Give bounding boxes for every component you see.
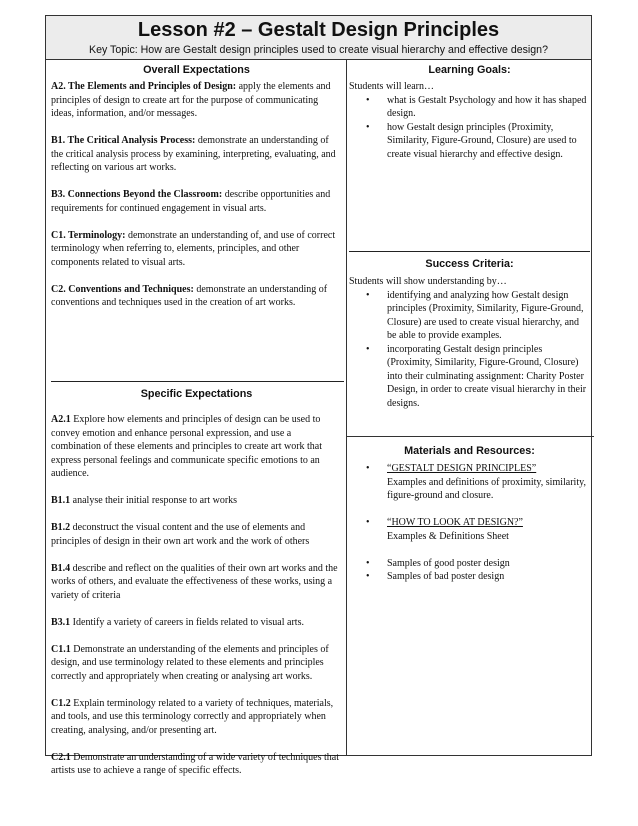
bullet-icon: • <box>366 571 370 582</box>
list-item <box>349 289 588 343</box>
lesson-title: Lesson #2 – Gestalt Design Principles <box>137 19 500 41</box>
specific-expectation <box>51 413 342 481</box>
success-criteria-intro: Students will show understanding by… <box>349 276 507 287</box>
expectation-code: B1. The Critical Analysis Process: <box>51 135 196 146</box>
expectation-text: Explore how elements and principles of design can be used to convey emotion and enhance personal expression, and use a combination of these elements and principles to create art work that express personal feelings and communicate specific emotions to an audience. <box>51 414 323 479</box>
overall-expectation <box>51 283 342 310</box>
expectation-text: Explain terminology related to a variety of techniques, materials, and tools, and use this terminology correctly and appropriately when creating, analysing, and/or presenting art. <box>51 697 334 736</box>
expectation-text: Identify a variety of careers in fields related to visual arts. <box>70 616 304 628</box>
learning-goals-list <box>349 94 588 162</box>
materials-list <box>349 462 588 584</box>
bullet-icon: • <box>366 557 370 569</box>
bullet-icon: • <box>366 94 370 106</box>
specific-expectation <box>51 494 342 508</box>
materials-heading: Materials and Resources: <box>404 445 535 457</box>
specific-expectation <box>51 521 342 548</box>
material-description: Examples & Definitions Sheet <box>387 530 509 542</box>
lesson-grid <box>45 60 592 776</box>
bullet-icon: • <box>366 289 370 301</box>
expectation-text: deconstruct the visual content and the use of elements and principles of design in their own art work and the work of others <box>51 522 310 547</box>
key-topic: Key Topic: How are Gestalt design principles used to create visual hierarchy and effective design? <box>89 44 548 56</box>
specific-expectation <box>51 562 342 603</box>
expectation-text: Demonstrate an understanding of the elements and principles of design, and use terminology related to these elements and principles correctly and appropriately when creating or analysing art works. <box>51 643 329 682</box>
material-text: Samples of bad poster design <box>387 571 505 582</box>
expectation-code: C1.2 <box>51 697 71 709</box>
section-divider <box>51 381 344 382</box>
success-criterion-text: incorporating Gestalt design principles (Proximity, Similarity, Figure-Ground, Closure) into their culminating assignment: Charity Poster Design, in order to create visual hierarchy in their designs. <box>387 343 587 409</box>
bullet-icon: • <box>366 517 370 528</box>
section-divider <box>349 251 590 252</box>
list-item <box>349 570 588 584</box>
expectation-code: C1. Terminology: <box>51 229 126 241</box>
bullet-icon: • <box>366 121 370 133</box>
section-divider <box>346 436 594 437</box>
overall-expectation <box>51 80 342 121</box>
learning-goals-heading: Learning Goals: <box>428 64 511 76</box>
expectation-text: demonstrate an understanding of conventions and techniques used in the creation of art works. <box>51 283 328 308</box>
material-description: Examples and definitions of proximity, similarity, figure-ground and closure. <box>387 476 586 501</box>
specific-expectations-heading: Specific Expectations <box>140 388 253 400</box>
overall-expectations-list <box>51 80 342 323</box>
material-text: Samples of good poster design <box>387 557 510 569</box>
list-item <box>349 121 588 162</box>
specific-expectations-list <box>51 413 342 791</box>
material-title: “HOW TO LOOK AT DESIGN?” <box>387 517 523 528</box>
specific-expectation <box>51 697 342 738</box>
specific-expectation <box>51 616 342 630</box>
list-item <box>349 516 588 543</box>
expectation-text: demonstrate an understanding of the critical analysis process by examining, interpreting, evaluating, and reflecting on various art works. <box>51 135 336 173</box>
list-item <box>349 462 588 503</box>
column-divider <box>346 60 347 755</box>
learning-goal-text: what is Gestalt Psychology and how it has shaped design. <box>387 94 587 119</box>
success-criteria-list <box>349 289 588 411</box>
expectation-text: analyse their initial response to art works <box>70 495 238 506</box>
success-criterion-text: identifying and analyzing how Gestalt design principles (Proximity, Similarity, Figure-Ground, Closure) are used to create visual hierarchy, and be able to provide examples. <box>387 289 584 341</box>
expectation-text: Demonstrate an understanding of a wide variety of techniques that artists use to achieve a range of specific effects. <box>51 751 339 776</box>
specific-expectation <box>51 643 342 684</box>
expectation-code: B3.1 <box>51 616 71 628</box>
expectation-text: demonstrate an understanding of, and use of correct terminology when referring to, elements, principles, and other components related to visual arts. <box>51 229 336 268</box>
overall-expectation <box>51 229 342 270</box>
expectation-code: B1.4 <box>51 562 71 574</box>
expectation-text: describe opportunities and requirements for continued engagement in visual arts. <box>51 189 331 214</box>
expectation-code: A2. The Elements and Principles of Design: <box>51 81 237 92</box>
bullet-icon: • <box>366 343 370 355</box>
success-criteria-heading: Success Criteria: <box>425 258 514 270</box>
expectation-code: C2.1 <box>51 751 71 763</box>
expectation-code: C2. Conventions and Techniques: <box>51 283 194 295</box>
specific-expectation <box>51 751 342 778</box>
expectation-text: describe and reflect on the qualities of their own art works and the works of others, and evaluate the effectiveness of these works, using a variety of criteria <box>51 562 338 601</box>
list-item <box>349 343 588 411</box>
expectation-code: C1.1 <box>51 643 71 655</box>
material-title: “GESTALT DESIGN PRINCIPLES” <box>387 463 537 474</box>
learning-goal-text: how Gestalt design principles (Proximity, Similarity, Figure-Ground, Closure) are used to create visual hierarchy and effective design. <box>387 121 577 160</box>
list-item <box>349 557 588 571</box>
lesson-header <box>45 15 592 60</box>
expectation-code: B3. Connections Beyond the Classroom: <box>51 189 223 200</box>
expectation-code: B1.2 <box>51 522 71 533</box>
list-item <box>349 94 588 121</box>
overall-expectation <box>51 134 342 175</box>
expectation-text: apply the elements and principles of design to create art for the purpose of communicating ideas, information, and/or messages. <box>51 81 331 119</box>
expectation-code: B1.1 <box>51 495 71 506</box>
bullet-icon: • <box>366 463 370 474</box>
expectation-code: A2.1 <box>51 414 71 425</box>
learning-goals-intro: Students will learn… <box>349 81 434 92</box>
overall-expectation <box>51 188 342 215</box>
lesson-sheet <box>45 15 592 776</box>
overall-expectations-heading: Overall Expectations <box>143 64 250 76</box>
